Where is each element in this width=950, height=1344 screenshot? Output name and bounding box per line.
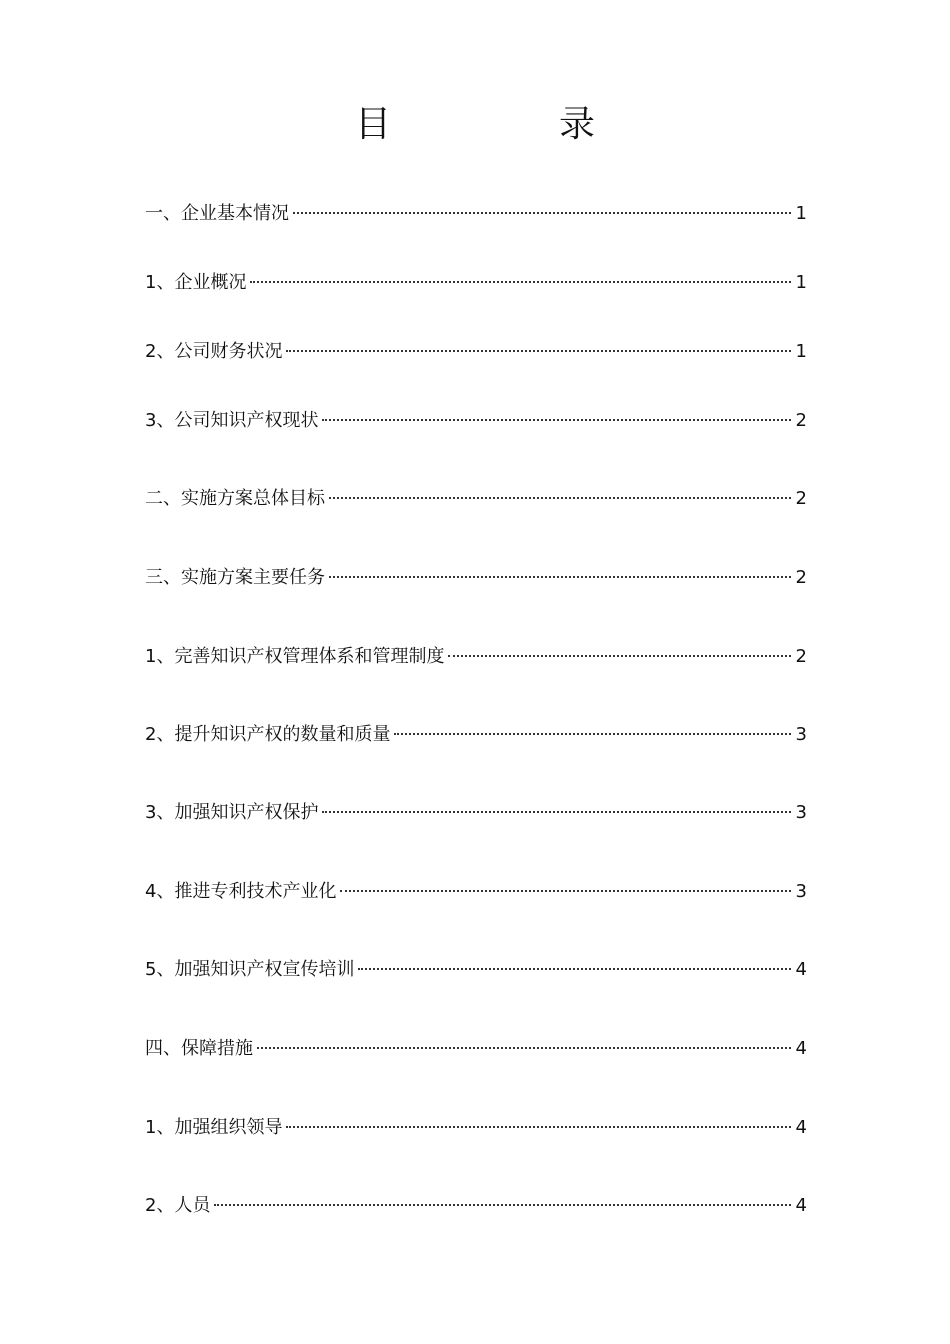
toc-entry[interactable] xyxy=(145,956,807,984)
toc-entry-page: 1 xyxy=(795,272,807,293)
toc-entry-label: 2、公司财务状况 xyxy=(145,341,283,362)
toc-entry[interactable] xyxy=(145,1192,807,1220)
toc-dot-leader xyxy=(257,1045,791,1049)
toc-entry-label: 1、企业概况 xyxy=(145,272,247,293)
toc-entry-page: 4 xyxy=(795,1195,807,1216)
toc-dot-leader xyxy=(322,417,791,421)
toc-dot-leader xyxy=(250,279,791,283)
toc-dot-leader xyxy=(322,809,791,813)
toc-entry-page: 3 xyxy=(795,802,807,823)
toc-entry-page: 4 xyxy=(795,959,807,980)
toc-entry[interactable] xyxy=(145,1035,807,1063)
toc-entry[interactable] xyxy=(145,878,807,906)
toc-dot-leader xyxy=(394,731,791,735)
toc-entry[interactable] xyxy=(145,721,807,749)
toc-dot-leader xyxy=(293,210,791,214)
toc-entry-label: 三、实施方案主要任务 xyxy=(145,567,325,588)
toc-entry-label: 1、完善知识产权管理体系和管理制度 xyxy=(145,646,445,667)
toc-entry[interactable] xyxy=(145,338,807,366)
toc-entry-page: 4 xyxy=(795,1038,807,1059)
toc-entry[interactable] xyxy=(145,643,807,671)
toc-entry-page: 2 xyxy=(795,646,807,667)
toc-entry[interactable] xyxy=(145,269,807,297)
toc-entry-label: 一、企业基本情况 xyxy=(145,203,289,224)
toc-entry-label: 4、推进专利技术产业化 xyxy=(145,881,337,902)
toc-entry-label: 3、加强知识产权保护 xyxy=(145,802,319,823)
toc-entry-label: 二、实施方案总体目标 xyxy=(145,488,325,509)
toc-entry-label: 5、加强知识产权宣传培训 xyxy=(145,959,355,980)
toc-entry-page: 2 xyxy=(795,567,807,588)
toc-dot-leader xyxy=(214,1202,791,1206)
toc-entry[interactable] xyxy=(145,407,807,435)
toc-entry-page: 4 xyxy=(795,1117,807,1138)
toc-dot-leader xyxy=(358,966,791,970)
toc-entry-label: 3、公司知识产权现状 xyxy=(145,410,319,431)
toc-entry[interactable] xyxy=(145,200,807,228)
toc-dot-leader xyxy=(329,574,791,578)
toc-dot-leader xyxy=(329,495,791,499)
toc-entry-page: 3 xyxy=(795,724,807,745)
toc-entry-label: 四、保障措施 xyxy=(145,1038,253,1059)
toc-entry[interactable] xyxy=(145,799,807,827)
toc-entry-page: 1 xyxy=(795,341,807,362)
toc-entry-page: 2 xyxy=(795,488,807,509)
toc-entry-label: 2、人员 xyxy=(145,1195,211,1216)
toc-entry[interactable] xyxy=(145,485,807,513)
page-title: 目 录 xyxy=(354,104,661,145)
toc-dot-leader xyxy=(286,348,791,352)
toc-dot-leader xyxy=(340,888,791,892)
toc-entry-page: 3 xyxy=(795,881,807,902)
toc-dot-leader xyxy=(286,1124,791,1128)
toc-entry[interactable] xyxy=(145,1114,807,1142)
toc-entry-page: 2 xyxy=(795,410,807,431)
toc-dot-leader xyxy=(448,653,791,657)
toc-entry-page: 1 xyxy=(795,203,807,224)
toc-entry-label: 2、提升知识产权的数量和质量 xyxy=(145,724,391,745)
toc-entry[interactable] xyxy=(145,564,807,592)
toc-entry-label: 1、加强组织领导 xyxy=(145,1117,283,1138)
